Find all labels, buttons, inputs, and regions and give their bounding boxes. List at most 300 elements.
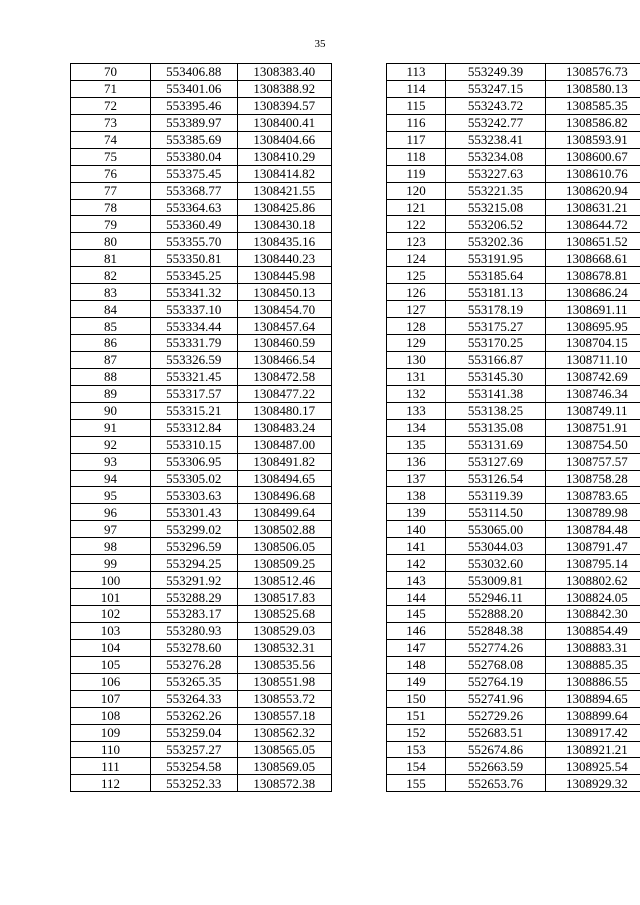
point-number-cell: 97 — [71, 521, 151, 538]
x-coordinate-cell: 553317.57 — [151, 385, 238, 402]
x-coordinate-cell: 553249.39 — [446, 64, 546, 81]
point-number-cell: 98 — [71, 538, 151, 555]
x-coordinate-cell: 553395.46 — [151, 97, 238, 114]
y-coordinate-cell: 1308894.65 — [545, 690, 640, 707]
point-number-cell: 139 — [387, 504, 446, 521]
x-coordinate-cell: 553206.52 — [446, 216, 546, 233]
table-row — [71, 758, 332, 775]
table-row — [387, 741, 640, 758]
y-coordinate-cell: 1308883.31 — [545, 639, 640, 656]
point-number-cell: 123 — [387, 233, 446, 250]
table-row — [387, 419, 640, 436]
point-number-cell: 74 — [71, 131, 151, 148]
x-coordinate-cell: 553185.64 — [446, 267, 546, 284]
point-number-cell: 151 — [387, 707, 446, 724]
y-coordinate-cell: 1308512.46 — [237, 572, 331, 589]
point-number-cell: 119 — [387, 165, 446, 182]
point-number-cell: 114 — [387, 80, 446, 97]
x-coordinate-cell: 553247.15 — [446, 80, 546, 97]
point-number-cell: 135 — [387, 436, 446, 453]
x-coordinate-cell: 552848.38 — [446, 622, 546, 639]
point-number-cell: 90 — [71, 402, 151, 419]
x-coordinate-cell: 553264.33 — [151, 690, 238, 707]
x-coordinate-cell: 552888.20 — [446, 606, 546, 623]
point-number-cell: 82 — [71, 267, 151, 284]
point-number-cell: 147 — [387, 639, 446, 656]
x-coordinate-cell: 552768.08 — [446, 656, 546, 673]
table-row — [71, 656, 332, 673]
x-coordinate-cell: 553337.10 — [151, 301, 238, 318]
y-coordinate-cell: 1308749.11 — [545, 402, 640, 419]
point-number-cell: 71 — [71, 80, 151, 97]
y-coordinate-cell: 1308535.56 — [237, 656, 331, 673]
point-number-cell: 110 — [71, 741, 151, 758]
y-coordinate-cell: 1308460.59 — [237, 335, 331, 352]
table-row — [387, 351, 640, 368]
table-row — [387, 216, 640, 233]
point-number-cell: 108 — [71, 707, 151, 724]
y-coordinate-cell: 1308480.17 — [237, 402, 331, 419]
x-coordinate-cell: 553166.87 — [446, 351, 546, 368]
table-row — [387, 690, 640, 707]
y-coordinate-cell: 1308754.50 — [545, 436, 640, 453]
x-coordinate-cell: 553114.50 — [446, 504, 546, 521]
x-coordinate-cell: 553375.45 — [151, 165, 238, 182]
table-row — [71, 555, 332, 572]
y-coordinate-cell: 1308686.24 — [545, 284, 640, 301]
point-number-cell: 143 — [387, 572, 446, 589]
y-coordinate-cell: 1308440.23 — [237, 250, 331, 267]
point-number-cell: 92 — [71, 436, 151, 453]
y-coordinate-cell: 1308751.91 — [545, 419, 640, 436]
y-coordinate-cell: 1308802.62 — [545, 572, 640, 589]
x-coordinate-cell: 553065.00 — [446, 521, 546, 538]
x-coordinate-cell: 553044.03 — [446, 538, 546, 555]
y-coordinate-cell: 1308502.88 — [237, 521, 331, 538]
table-row — [387, 589, 640, 606]
x-coordinate-cell: 553175.27 — [446, 318, 546, 335]
table-row — [387, 521, 640, 538]
y-coordinate-cell: 1308435.16 — [237, 233, 331, 250]
point-number-cell: 150 — [387, 690, 446, 707]
x-coordinate-cell: 553312.84 — [151, 419, 238, 436]
point-number-cell: 78 — [71, 199, 151, 216]
x-coordinate-cell: 553221.35 — [446, 182, 546, 199]
y-coordinate-cell: 1308529.03 — [237, 622, 331, 639]
point-number-cell: 120 — [387, 182, 446, 199]
table-row — [387, 402, 640, 419]
point-number-cell: 102 — [71, 606, 151, 623]
x-coordinate-cell: 553141.38 — [446, 385, 546, 402]
y-coordinate-cell: 1308704.15 — [545, 335, 640, 352]
y-coordinate-cell: 1308854.49 — [545, 622, 640, 639]
point-number-cell: 99 — [71, 555, 151, 572]
table-row — [387, 707, 640, 724]
point-number-cell: 131 — [387, 368, 446, 385]
point-number-cell: 117 — [387, 131, 446, 148]
x-coordinate-cell: 553385.69 — [151, 131, 238, 148]
y-coordinate-cell: 1308487.00 — [237, 436, 331, 453]
table-row — [387, 453, 640, 470]
x-coordinate-cell: 552674.86 — [446, 741, 546, 758]
point-number-cell: 89 — [71, 385, 151, 402]
y-coordinate-cell: 1308565.05 — [237, 741, 331, 758]
x-coordinate-cell: 553252.33 — [151, 775, 238, 792]
table-row — [387, 80, 640, 97]
y-coordinate-cell: 1308824.05 — [545, 589, 640, 606]
x-coordinate-cell: 553254.58 — [151, 758, 238, 775]
point-number-cell: 113 — [387, 64, 446, 81]
table-row — [387, 622, 640, 639]
point-number-cell: 141 — [387, 538, 446, 555]
table-row — [387, 182, 640, 199]
point-number-cell: 109 — [71, 724, 151, 741]
point-number-cell: 126 — [387, 284, 446, 301]
x-coordinate-cell: 553310.15 — [151, 436, 238, 453]
point-number-cell: 112 — [71, 775, 151, 792]
x-coordinate-cell: 553355.70 — [151, 233, 238, 250]
y-coordinate-cell: 1308532.31 — [237, 639, 331, 656]
point-number-cell: 106 — [71, 673, 151, 690]
table-row — [71, 318, 332, 335]
point-number-cell: 125 — [387, 267, 446, 284]
x-coordinate-cell: 553145.30 — [446, 368, 546, 385]
y-coordinate-cell: 1308517.83 — [237, 589, 331, 606]
table-row — [387, 97, 640, 114]
table-row — [71, 538, 332, 555]
x-coordinate-cell: 553326.59 — [151, 351, 238, 368]
table-row — [387, 504, 640, 521]
point-number-cell: 144 — [387, 589, 446, 606]
table-row — [387, 318, 640, 335]
y-coordinate-cell: 1308795.14 — [545, 555, 640, 572]
x-coordinate-cell: 553191.95 — [446, 250, 546, 267]
y-coordinate-cell: 1308454.70 — [237, 301, 331, 318]
x-coordinate-cell: 553178.19 — [446, 301, 546, 318]
y-coordinate-cell: 1308494.65 — [237, 470, 331, 487]
y-coordinate-cell: 1308383.40 — [237, 64, 331, 81]
y-coordinate-cell: 1308394.57 — [237, 97, 331, 114]
x-coordinate-cell: 553265.35 — [151, 673, 238, 690]
point-number-cell: 100 — [71, 572, 151, 589]
point-number-cell: 132 — [387, 385, 446, 402]
point-number-cell: 77 — [71, 182, 151, 199]
x-coordinate-cell: 553131.69 — [446, 436, 546, 453]
x-coordinate-cell: 552946.11 — [446, 589, 546, 606]
table-row — [387, 250, 640, 267]
point-number-cell: 118 — [387, 148, 446, 165]
y-coordinate-cell: 1308425.86 — [237, 199, 331, 216]
table-row — [387, 538, 640, 555]
x-coordinate-cell: 553009.81 — [446, 572, 546, 589]
table-row — [71, 284, 332, 301]
y-coordinate-cell: 1308586.82 — [545, 114, 640, 131]
table-row — [71, 639, 332, 656]
x-coordinate-cell: 553276.28 — [151, 656, 238, 673]
y-coordinate-cell: 1308651.52 — [545, 233, 640, 250]
table-row — [387, 758, 640, 775]
y-coordinate-cell: 1308499.64 — [237, 504, 331, 521]
table-row — [387, 114, 640, 131]
y-coordinate-cell: 1308430.18 — [237, 216, 331, 233]
table-row — [71, 165, 332, 182]
table-row — [71, 301, 332, 318]
x-coordinate-cell: 553181.13 — [446, 284, 546, 301]
point-number-cell: 137 — [387, 470, 446, 487]
point-number-cell: 104 — [71, 639, 151, 656]
table-row — [387, 470, 640, 487]
x-coordinate-cell: 552653.76 — [446, 775, 546, 792]
x-coordinate-cell: 553364.63 — [151, 199, 238, 216]
table-row — [71, 80, 332, 97]
table-row — [387, 639, 640, 656]
coordinates-table-right — [386, 63, 640, 792]
point-number-cell: 130 — [387, 351, 446, 368]
table-row — [71, 64, 332, 81]
point-number-cell: 133 — [387, 402, 446, 419]
y-coordinate-cell: 1308921.21 — [545, 741, 640, 758]
table-row — [387, 148, 640, 165]
y-coordinate-cell: 1308585.35 — [545, 97, 640, 114]
y-coordinate-cell: 1308580.13 — [545, 80, 640, 97]
y-coordinate-cell: 1308404.66 — [237, 131, 331, 148]
point-number-cell: 140 — [387, 521, 446, 538]
table-row — [71, 402, 332, 419]
table-row — [71, 436, 332, 453]
x-coordinate-cell: 553238.41 — [446, 131, 546, 148]
table-row — [387, 301, 640, 318]
point-number-cell: 116 — [387, 114, 446, 131]
table-row — [387, 267, 640, 284]
point-number-cell: 86 — [71, 335, 151, 352]
y-coordinate-cell: 1308600.67 — [545, 148, 640, 165]
y-coordinate-cell: 1308562.32 — [237, 724, 331, 741]
y-coordinate-cell: 1308593.91 — [545, 131, 640, 148]
table-row — [387, 656, 640, 673]
table-row — [71, 216, 332, 233]
x-coordinate-cell: 553242.77 — [446, 114, 546, 131]
point-number-cell: 124 — [387, 250, 446, 267]
y-coordinate-cell: 1308711.10 — [545, 351, 640, 368]
x-coordinate-cell: 553406.88 — [151, 64, 238, 81]
y-coordinate-cell: 1308925.54 — [545, 758, 640, 775]
table-row — [71, 419, 332, 436]
table-row — [387, 64, 640, 81]
table-row — [387, 487, 640, 504]
x-coordinate-cell: 553401.06 — [151, 80, 238, 97]
table-row — [71, 606, 332, 623]
x-coordinate-cell: 553170.25 — [446, 335, 546, 352]
table-row — [71, 504, 332, 521]
table-row — [387, 775, 640, 792]
table-row — [71, 368, 332, 385]
x-coordinate-cell: 553138.25 — [446, 402, 546, 419]
y-coordinate-cell: 1308551.98 — [237, 673, 331, 690]
point-number-cell: 88 — [71, 368, 151, 385]
coordinates-table-left — [70, 63, 332, 792]
y-coordinate-cell: 1308783.65 — [545, 487, 640, 504]
table-row — [71, 335, 332, 352]
y-coordinate-cell: 1308421.55 — [237, 182, 331, 199]
x-coordinate-cell: 553278.60 — [151, 639, 238, 656]
point-number-cell: 111 — [71, 758, 151, 775]
table-row — [71, 233, 332, 250]
table-row — [387, 673, 640, 690]
x-coordinate-cell: 552683.51 — [446, 724, 546, 741]
x-coordinate-cell: 553126.54 — [446, 470, 546, 487]
x-coordinate-cell: 552764.19 — [446, 673, 546, 690]
point-number-cell: 79 — [71, 216, 151, 233]
table-row — [71, 724, 332, 741]
y-coordinate-cell: 1308791.47 — [545, 538, 640, 555]
x-coordinate-cell: 553345.25 — [151, 267, 238, 284]
y-coordinate-cell: 1308842.30 — [545, 606, 640, 623]
y-coordinate-cell: 1308491.82 — [237, 453, 331, 470]
y-coordinate-cell: 1308569.05 — [237, 758, 331, 775]
point-number-cell: 127 — [387, 301, 446, 318]
y-coordinate-cell: 1308410.29 — [237, 148, 331, 165]
table-row — [71, 521, 332, 538]
point-number-cell: 115 — [387, 97, 446, 114]
table-row — [71, 741, 332, 758]
y-coordinate-cell: 1308472.58 — [237, 368, 331, 385]
y-coordinate-cell: 1308885.35 — [545, 656, 640, 673]
table-row — [387, 572, 640, 589]
point-number-cell: 142 — [387, 555, 446, 572]
x-coordinate-cell: 553296.59 — [151, 538, 238, 555]
point-number-cell: 84 — [71, 301, 151, 318]
point-number-cell: 145 — [387, 606, 446, 623]
x-coordinate-cell: 553288.29 — [151, 589, 238, 606]
table-row — [71, 487, 332, 504]
point-number-cell: 146 — [387, 622, 446, 639]
x-coordinate-cell: 553331.79 — [151, 335, 238, 352]
table-row — [71, 690, 332, 707]
y-coordinate-cell: 1308496.68 — [237, 487, 331, 504]
point-number-cell: 101 — [71, 589, 151, 606]
y-coordinate-cell: 1308445.98 — [237, 267, 331, 284]
y-coordinate-cell: 1308695.95 — [545, 318, 640, 335]
y-coordinate-cell: 1308414.82 — [237, 165, 331, 182]
point-number-cell: 152 — [387, 724, 446, 741]
y-coordinate-cell: 1308678.81 — [545, 267, 640, 284]
point-number-cell: 107 — [71, 690, 151, 707]
y-coordinate-cell: 1308576.73 — [545, 64, 640, 81]
table-row — [71, 622, 332, 639]
table-row — [387, 724, 640, 741]
y-coordinate-cell: 1308457.64 — [237, 318, 331, 335]
table-row — [71, 453, 332, 470]
y-coordinate-cell: 1308899.64 — [545, 707, 640, 724]
y-coordinate-cell: 1308557.18 — [237, 707, 331, 724]
table-row — [387, 368, 640, 385]
table-row — [71, 775, 332, 792]
point-number-cell: 122 — [387, 216, 446, 233]
x-coordinate-cell: 553380.04 — [151, 148, 238, 165]
x-coordinate-cell: 553306.95 — [151, 453, 238, 470]
point-number-cell: 129 — [387, 335, 446, 352]
point-number-cell: 96 — [71, 504, 151, 521]
point-number-cell: 70 — [71, 64, 151, 81]
y-coordinate-cell: 1308784.48 — [545, 521, 640, 538]
point-number-cell: 121 — [387, 199, 446, 216]
y-coordinate-cell: 1308477.22 — [237, 385, 331, 402]
x-coordinate-cell: 553315.21 — [151, 402, 238, 419]
y-coordinate-cell: 1308620.94 — [545, 182, 640, 199]
x-coordinate-cell: 553360.49 — [151, 216, 238, 233]
point-number-cell: 95 — [71, 487, 151, 504]
x-coordinate-cell: 553202.36 — [446, 233, 546, 250]
point-number-cell: 105 — [71, 656, 151, 673]
x-coordinate-cell: 553215.08 — [446, 199, 546, 216]
y-coordinate-cell: 1308388.92 — [237, 80, 331, 97]
y-coordinate-cell: 1308757.57 — [545, 453, 640, 470]
y-coordinate-cell: 1308691.11 — [545, 301, 640, 318]
x-coordinate-cell: 553341.32 — [151, 284, 238, 301]
point-number-cell: 83 — [71, 284, 151, 301]
y-coordinate-cell: 1308610.76 — [545, 165, 640, 182]
y-coordinate-cell: 1308450.13 — [237, 284, 331, 301]
x-coordinate-cell: 553334.44 — [151, 318, 238, 335]
y-coordinate-cell: 1308631.21 — [545, 199, 640, 216]
table-row — [71, 148, 332, 165]
table-row — [71, 131, 332, 148]
x-coordinate-cell: 553303.63 — [151, 487, 238, 504]
x-coordinate-cell: 553350.81 — [151, 250, 238, 267]
point-number-cell: 75 — [71, 148, 151, 165]
y-coordinate-cell: 1308525.68 — [237, 606, 331, 623]
point-number-cell: 136 — [387, 453, 446, 470]
x-coordinate-cell: 552663.59 — [446, 758, 546, 775]
x-coordinate-cell: 553262.26 — [151, 707, 238, 724]
point-number-cell: 87 — [71, 351, 151, 368]
y-coordinate-cell: 1308466.54 — [237, 351, 331, 368]
x-coordinate-cell: 553127.69 — [446, 453, 546, 470]
x-coordinate-cell: 553243.72 — [446, 97, 546, 114]
point-number-cell: 85 — [71, 318, 151, 335]
table-row — [71, 97, 332, 114]
y-coordinate-cell: 1308483.24 — [237, 419, 331, 436]
table-row — [387, 199, 640, 216]
x-coordinate-cell: 553301.43 — [151, 504, 238, 521]
x-coordinate-cell: 553135.08 — [446, 419, 546, 436]
point-number-cell: 103 — [71, 622, 151, 639]
x-coordinate-cell: 553032.60 — [446, 555, 546, 572]
x-coordinate-cell: 552741.96 — [446, 690, 546, 707]
y-coordinate-cell: 1308553.72 — [237, 690, 331, 707]
point-number-cell: 155 — [387, 775, 446, 792]
x-coordinate-cell: 553234.08 — [446, 148, 546, 165]
point-number-cell: 81 — [71, 250, 151, 267]
y-coordinate-cell: 1308789.98 — [545, 504, 640, 521]
page-number: 35 — [314, 38, 326, 50]
table-row — [387, 165, 640, 182]
table-row — [387, 233, 640, 250]
table-row — [71, 250, 332, 267]
x-coordinate-cell: 553294.25 — [151, 555, 238, 572]
y-coordinate-cell: 1308509.25 — [237, 555, 331, 572]
x-coordinate-cell: 553280.93 — [151, 622, 238, 639]
point-number-cell: 153 — [387, 741, 446, 758]
point-number-cell: 94 — [71, 470, 151, 487]
table-row — [71, 707, 332, 724]
x-coordinate-cell: 553227.63 — [446, 165, 546, 182]
point-number-cell: 80 — [71, 233, 151, 250]
x-coordinate-cell: 553389.97 — [151, 114, 238, 131]
y-coordinate-cell: 1308742.69 — [545, 368, 640, 385]
table-row — [387, 284, 640, 301]
y-coordinate-cell: 1308929.32 — [545, 775, 640, 792]
